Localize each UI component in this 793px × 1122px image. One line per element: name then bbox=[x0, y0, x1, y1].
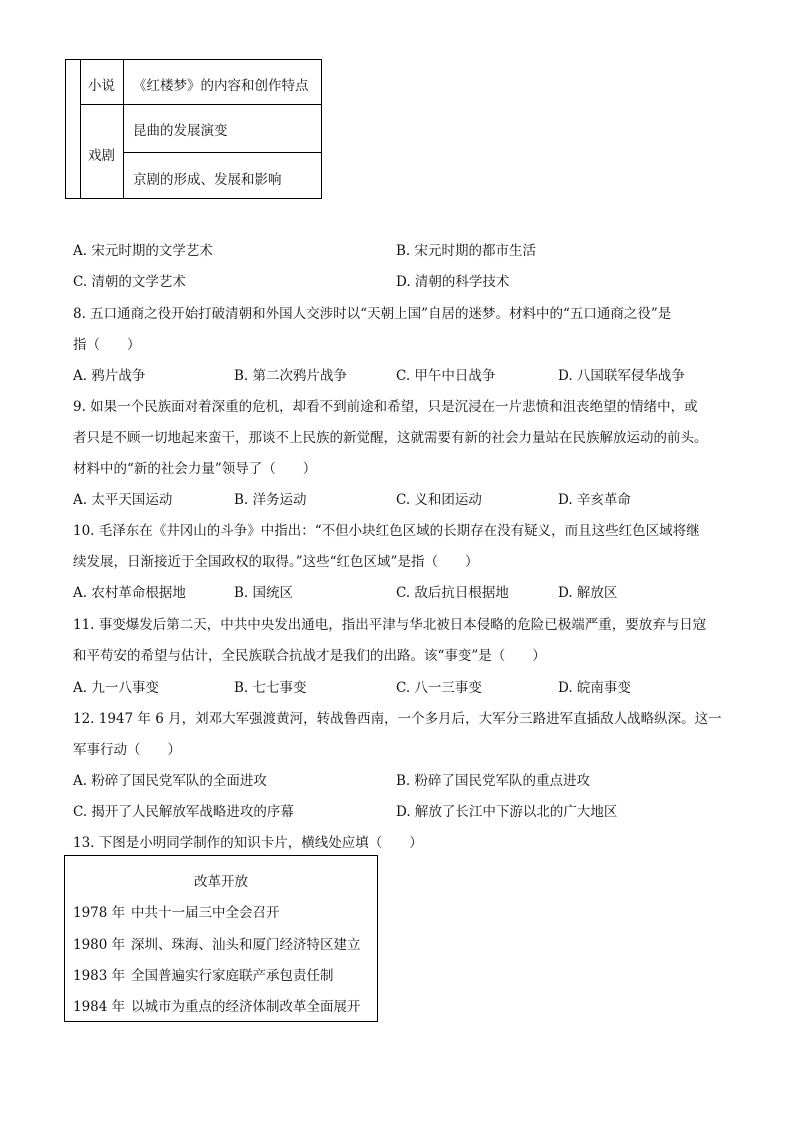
q12-option-d[interactable]: D. 解放了长江中下游以北的广大地区 bbox=[396, 804, 618, 820]
card-row bbox=[73, 901, 280, 921]
q12-option-c[interactable]: C. 揭开了人民解放军战略进攻的序幕 bbox=[73, 804, 294, 820]
card-row bbox=[73, 933, 361, 953]
q9-option-a[interactable]: A. 太平天国运动 bbox=[73, 492, 173, 508]
q10-stem: 10. 毛泽东在《井冈山的斗争》中指出：“不但小块红色区域的长期存在没有疑义，而且这些红色区域将继 bbox=[73, 523, 700, 539]
q13-stem: 13. 下图是小明同学制作的知识卡片，横线处应填（ ） bbox=[73, 835, 423, 851]
table-item: 京剧的形成、发展和影响 bbox=[133, 172, 282, 188]
table-category: 小说 bbox=[88, 78, 115, 94]
table-item: 昆曲的发展演变 bbox=[133, 123, 228, 139]
card-title: 改革开放 bbox=[194, 874, 248, 890]
card-row bbox=[73, 964, 334, 984]
card-event: 全国普遍实行家庭联产承包责任制 bbox=[131, 968, 334, 984]
q12-option-b[interactable]: B. 粉碎了国民党军队的重点进攻 bbox=[396, 773, 591, 789]
q10-option-d[interactable]: D. 解放区 bbox=[558, 585, 618, 601]
q11-stem: 11. 事变爆发后第二天，中共中央发出通电，指出平津与华北被日本侵略的危险已极端严重，要放弃与日寇 bbox=[73, 617, 707, 633]
q10-option-b[interactable]: B. 国统区 bbox=[234, 585, 294, 601]
table-item: 《红楼梦》的内容和创作特点 bbox=[133, 78, 309, 94]
q9-option-d[interactable]: D. 辛亥革命 bbox=[558, 492, 631, 508]
q7-option-a[interactable]: A. 宋元时期的文学艺术 bbox=[73, 243, 213, 259]
card-year: 1983 年 bbox=[73, 968, 126, 984]
q7-option-c[interactable]: C. 清朝的文学艺术 bbox=[73, 274, 186, 290]
q9-stem: 9. 如果一个民族面对着深重的危机，却看不到前途和希望，只是沉浸在一片悲愤和沮丧绝望的情绪中，或 bbox=[73, 399, 698, 415]
card-event: 深圳、珠海、汕头和厦门经济特区建立 bbox=[131, 937, 361, 953]
q9-option-b[interactable]: B. 洋务运动 bbox=[234, 492, 307, 508]
q12-stem: 12. 1947 年 6 月，刘邓大军强渡黄河，转战鲁西南，一个多月后，大军分三路进军直插敌人战略纵深。这一 bbox=[73, 711, 722, 727]
q11-option-b[interactable]: B. 七七事变 bbox=[234, 680, 307, 696]
q9-stem: 者只是不顾一切地起来蛮干，那谈不上民族的新觉醒，这就需要有新的社会力量站在民族解放运动的前头。 bbox=[73, 430, 708, 446]
q7-option-d[interactable]: D. 清朝的科学技术 bbox=[396, 274, 510, 290]
q9-stem: 材料中的“新的社会力量”领导了（ ） bbox=[73, 461, 317, 477]
knowledge-card bbox=[64, 855, 378, 1022]
q8-option-d[interactable]: D. 八国联军侵华战争 bbox=[558, 368, 685, 384]
card-event: 以城市为重点的经济体制改革全面展开 bbox=[131, 999, 361, 1015]
q8-stem: 指（ ） bbox=[73, 337, 141, 353]
q8-stem: 8. 五口通商之役开始打破清朝和外国人交涉时以“天朝上国”自居的迷梦。材料中的“五口通商之役”是 bbox=[73, 306, 672, 322]
q10-option-a[interactable]: A. 农村革命根据地 bbox=[73, 585, 186, 601]
card-row bbox=[73, 995, 361, 1015]
q8-option-a[interactable]: A. 鸦片战争 bbox=[73, 368, 146, 384]
q12-option-a[interactable]: A. 粉碎了国民党军队的全面进攻 bbox=[73, 773, 267, 789]
q11-stem: 和平苟安的希望与估计，全民族联合抗战才是我们的出路。该“事变”是（ ） bbox=[73, 648, 546, 664]
card-event: 中共十一届三中全会召开 bbox=[131, 905, 280, 921]
q11-option-c[interactable]: C. 八一三事变 bbox=[396, 680, 482, 696]
card-year: 1980 年 bbox=[73, 937, 126, 953]
q7-option-b[interactable]: B. 宋元时期的都市生活 bbox=[396, 243, 537, 259]
q9-option-c[interactable]: C. 义和团运动 bbox=[396, 492, 482, 508]
q12-stem: 军事行动（ ） bbox=[73, 742, 181, 758]
table-divider bbox=[80, 104, 321, 105]
q11-option-d[interactable]: D. 皖南事变 bbox=[558, 680, 631, 696]
card-year: 1978 年 bbox=[73, 905, 126, 921]
table-category: 戏剧 bbox=[88, 148, 115, 164]
culture-table bbox=[65, 59, 322, 199]
table-divider bbox=[123, 60, 124, 198]
q10-stem: 续发展，日渐接近于全国政权的取得。”这些“红色区域”是指（ ） bbox=[73, 554, 479, 570]
table-divider bbox=[80, 60, 81, 198]
card-year: 1984 年 bbox=[73, 999, 126, 1015]
q8-option-c[interactable]: C. 甲午中日战争 bbox=[396, 368, 496, 384]
q11-option-a[interactable]: A. 九一八事变 bbox=[73, 680, 159, 696]
q8-option-b[interactable]: B. 第二次鸦片战争 bbox=[234, 368, 348, 384]
q10-option-c[interactable]: C. 敌后抗日根据地 bbox=[396, 585, 509, 601]
table-divider bbox=[123, 152, 321, 153]
